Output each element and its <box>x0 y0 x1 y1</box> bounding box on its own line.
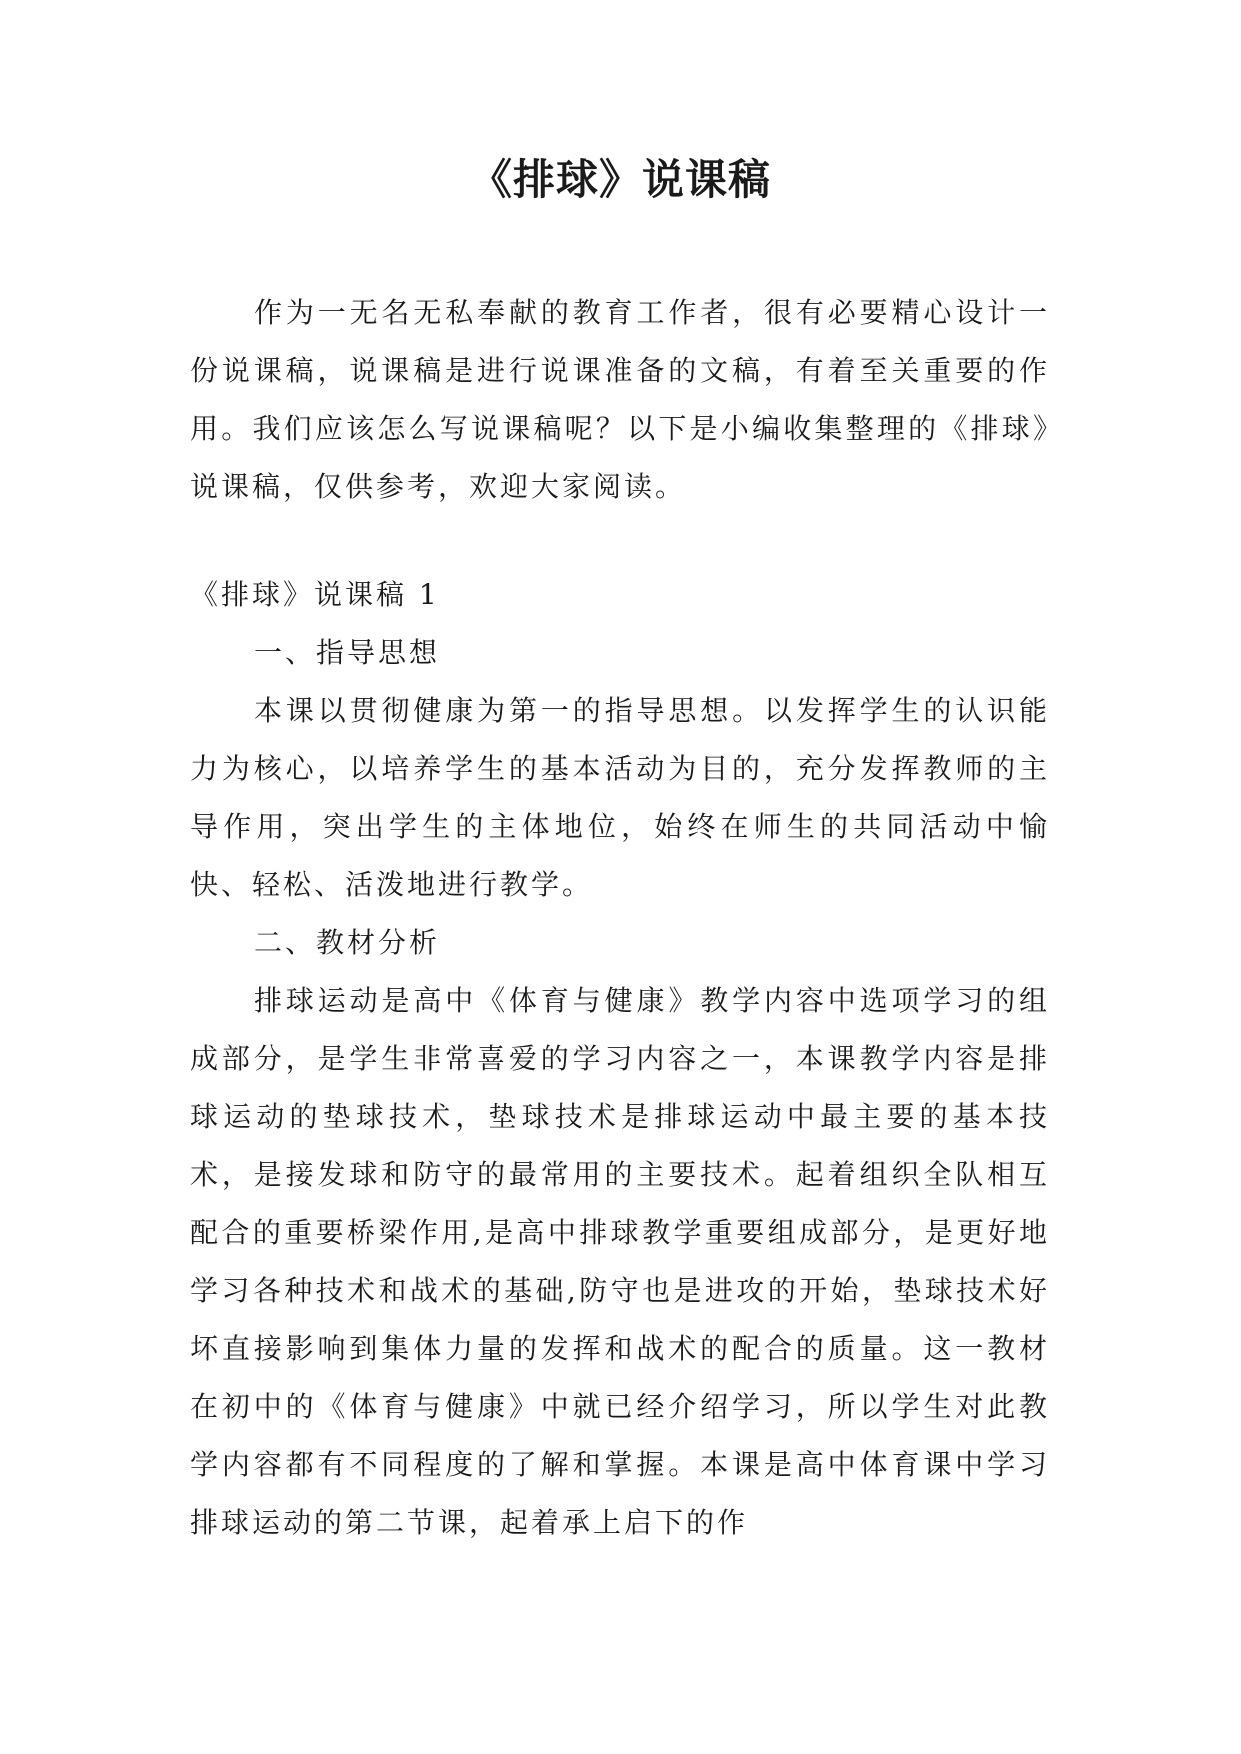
section-heading: 《排球》说课稿 1 <box>190 578 440 611</box>
intro-paragraph: 作为一无名无私奉献的教育工作者，很有必要精心设计一份说课稿，说课稿是进行说课准备的文稿，有着至关重要的作用。我们应该怎么写说课稿呢？以下是小编收集整理的《排球》说课稿，仅供参考，欢迎大家阅读。 <box>190 296 1050 503</box>
heading-guiding-ideology: 一、指导思想 <box>254 636 441 669</box>
document-title: 《排球》说课稿 <box>469 155 771 204</box>
paragraph-material-analysis: 排球运动是高中《体育与健康》教学内容中选项学习的组成部分，是学生非常喜爱的学习内容之一，本课教学内容是排球运动的垫球技术，垫球技术是排球运动中最主要的基本技术，是接发球和防守的最常用的主要技术。起着组织全队相互配合的重要桥梁作用,是高中排球教学重要组成部分，是更好地学习各种技术和战术的基础,防守也是进攻的开始，垫球技术好坏直接影响到集体力量的发挥和战术的配合的质量。这一教材在初中的《体育与健康》中就已经介绍学习，所以学生对此教学内容都有不同程度的了解和掌握。本课是高中体育课中学习排球运动的第二节课，起着承上启下的作 <box>190 984 1050 1539</box>
document-body <box>190 284 1050 1552</box>
paragraph-guiding-ideology: 本课以贯彻健康为第一的指导思想。以发挥学生的认识能力为核心，以培养学生的基本活动为目的，充分发挥教师的主导作用，突出学生的主体地位，始终在师生的共同活动中愉快、轻松、活泼地进行教学。 <box>190 694 1050 901</box>
heading-material-analysis: 二、教材分析 <box>254 926 441 959</box>
